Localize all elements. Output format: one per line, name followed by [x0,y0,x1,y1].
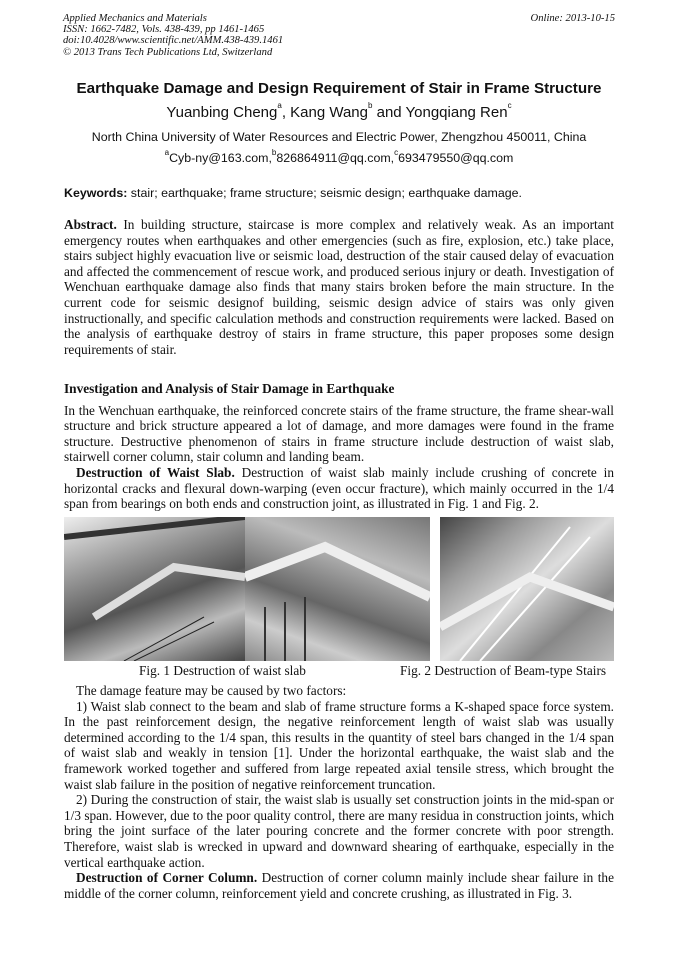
email: Cyb-ny@163.com, [169,151,272,165]
doi: doi:10.4028/www.scientific.net/AMM.438-439.1461 [63,35,284,47]
email: 826864911@qq.com, [276,151,395,165]
paper-title: Earthquake Damage and Design Requirement of Stair in Frame Structure [76,80,602,97]
paragraph: Destruction of waist slab mainly include crushing of concrete in horizontal cracks and flexural down-warping (even occur fracture), which mainly occurred in the 1/4 span from bearings on both ends and construction joint, as illustrated in Fig. 1 and Fig. 2. [64,464,615,512]
email: 693479550@qq.com [398,151,514,165]
paragraph-label: Destruction of Waist Slab. [76,464,235,480]
online-date: Online: 2013-10-15 [530,13,615,24]
keywords [64,186,522,200]
issn: ISSN: 1662-7482, Vols. 438-439, pp 1461-1465 [63,24,265,36]
email-sup: c [394,148,399,157]
abstract [64,217,614,357]
email-sup: b [271,148,277,157]
author-sup: c [507,101,512,110]
keywords-text: stair; earthquake; frame structure; seismic design; earthquake damage. [127,186,522,200]
paragraph: In the Wenchuan earthquake, the reinforced concrete stairs of the frame structure, the frame shear-wall structure and brick structure appeared a lot of damage, and more damages were found in the frame structure. Destructive phenomenon of stairs in frame structure include destruction of waist slab, stairwell corner column, stair column and landing beam. [64,402,614,465]
journal-header [63,13,615,58]
emails [0,148,678,165]
author: Yuanbing Cheng [166,104,278,121]
journal-name: Applied Mechanics and Materials [63,13,207,24]
section-1 [64,381,614,512]
author-sep: and [372,104,406,121]
author-sep: , [281,104,291,121]
copyright: © 2013 Trans Tech Publications Ltd, Switzerland [63,46,273,58]
figure-1-photo-a [64,517,245,661]
authors [0,101,678,121]
section-1-continued [64,683,614,901]
paragraph: 1) Waist slab connect to the beam and slab of frame structure forms a K-shaped space force system. In the past reinforcement design, the negative reinforcement length of waist slab was usually determined according to the 1/4 span, this results in the quantity of steel bars changed in the 1/4 span of waist slab and weakly in tension [1]. Under the horizontal earthquake, the waist slab and the framework worked together and suffered from large repeated axial tensile stress, which brought the waist slab failure in the position of negative reinforcement truncation. [64,698,614,792]
author-sup: a [277,101,282,110]
affiliation: North China University of Water Resources and Electric Power, Zhengzhou 450011, China [91,130,587,144]
author: Yongqiang Ren [405,104,508,121]
paragraph: Destruction of corner column mainly include shear failure in the middle of the corner column, reinforcement yield and concrete crushing, as illustrated in Fig. 3. [64,870,614,901]
keywords-label: Keywords: [64,186,128,200]
paragraph: 2) During the construction of stair, the waist slab is usually set construction joints in the mid-span or 1/3 span. However, due to the poor quality control, there are many residua in construction joints, which bring the joint surface of the later pouring concrete and the former concrete with poor strength. Therefore, waist slab is wrecked in upward and downward shearing of earthquake, especially in the vertical earthquake action. [64,792,614,870]
author: Kang Wang [290,104,368,121]
section-heading: Investigation and Analysis of Stair Damage in Earthquake [64,381,395,396]
abstract-text: In building structure, staircase is more complex and relatively weak. As an important emergency routes when earthquakes and other emergencies (such as fire, explosion, etc.) take place, stairs subject highly evacuation live or seismic load, destruction of the stair caused delay of evacuation and affected the commencement of rescue work, and produced serious injury or death. Investigation of Wenchuan earthquake damage also finds that many stairs broken before the main structure. In the current code for seismic designof building, seismic design advice of stairs was only given instructionally, and specific calculation methods and construction requirements were lacked. Based on the analysis of earthquake destroy of stairs in frame structure, this paper proposes some design requirements of stair. [64,217,614,357]
paragraph: The damage feature may be caused by two factors: [76,683,347,698]
figure-1-photo-b [245,517,430,661]
figure-2-caption: Fig. 2 Destruction of Beam-type Stairs [400,663,607,678]
figure-2-photo [440,517,614,661]
abstract-label: Abstract. [64,217,117,232]
paragraph-label: Destruction of Corner Column. [76,870,258,886]
figure-1-caption: Fig. 1 Destruction of waist slab [139,663,306,678]
author-sup: b [367,101,373,110]
email-sup: a [164,148,170,157]
